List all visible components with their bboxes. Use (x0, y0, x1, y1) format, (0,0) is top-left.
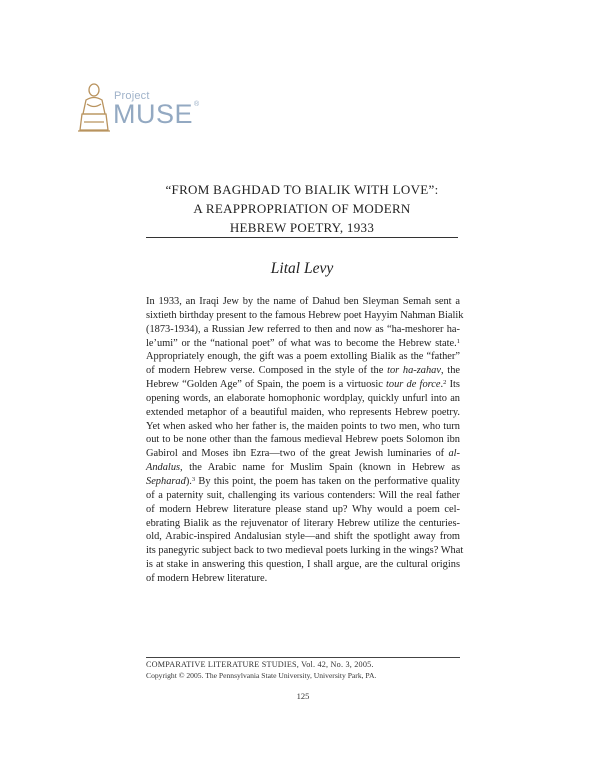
author-name: Lital Levy (270, 260, 334, 277)
body-line: out to be none other than the famous medieval Hebrew poets Solomon ibn (146, 434, 460, 446)
body-text-run: , the (441, 365, 460, 377)
page-number: 125 (296, 691, 310, 701)
italic-term: al- (448, 448, 460, 460)
logo-muse-text: MUSE (113, 99, 194, 129)
reading-figure-icon (72, 82, 112, 134)
body-line: In 1933, an Iraqi Jew by the name of Dahud ben Sleyman Semah sent a (146, 296, 460, 307)
title-rule (146, 237, 458, 238)
body-line (146, 461, 460, 475)
body-line: of modern Hebrew literature please stand up? Why would a poem cel- (146, 503, 460, 515)
body-line (146, 447, 460, 461)
footnote-marker: 2 (443, 379, 447, 387)
body-line: Yet when asked who her father is, the maiden points to two men, who turn (146, 420, 460, 432)
title-line-1: “FROM BAGHDAD TO BIALIK WITH LOVE”: (165, 182, 439, 197)
body-line (146, 475, 460, 489)
footnote-marker: 1 (456, 337, 460, 345)
body-text-run: Its (446, 379, 460, 391)
body-line: opening words, an elaborate homophonic wordplay, quickly unfurl into an (146, 392, 460, 404)
logo-project-text: Project (114, 90, 150, 102)
body-line: of modern Hebrew literature. (146, 572, 268, 584)
body-line: Appropriately enough, the gift was a poem extolling Bialik as the “father” (146, 351, 460, 363)
body-text-run: of modern Hebrew verse. Composed in the style of the (146, 365, 388, 377)
body-text-run: Hebrew “Golden Age” of Spain, the poem is a virtuosic (146, 379, 387, 391)
body-line: extended metaphor of a beautiful maiden, who represents Hebrew poetry. (146, 406, 460, 418)
body-line: (1873-1934), a Russian Jew referred to then and now as “ha-meshorer ha- (146, 323, 460, 335)
italic-term: tour de force (386, 379, 441, 391)
italic-term: Andalus, (146, 462, 183, 474)
body-line: its panegyric subject back to two medieval poets lurking in the wings? What (146, 545, 464, 557)
body-line (146, 337, 460, 351)
journal-citation: COMPARATIVE LITERATURE STUDIES, Vol. 42, No. 3, 2005. (146, 660, 374, 669)
body-text-run: the Arabic name for Muslim Spain (known in Hebrew as (182, 462, 460, 474)
logo-registered-mark: ® (194, 101, 200, 108)
project-muse-logo (72, 82, 212, 134)
title-line-2: A REAPPROPRIATION OF MODERN (193, 201, 411, 216)
italic-term: tor ha-zahav (387, 365, 441, 377)
body-line: sixtieth birthday present to the famous Hebrew poet Hayyim Nahman Bialik (146, 309, 464, 321)
body-text-run: By this point, the poem has taken on the performative quality (195, 475, 460, 487)
body-paragraph (146, 295, 464, 586)
footer-rule (146, 657, 460, 658)
body-line: is at stake in answering this question, I shall argue, are the cultural origins (146, 559, 460, 571)
body-text-run: Gabirol and Moses ibn Ezra—two of the great Jewish luminaries of (146, 448, 449, 460)
title-line-3: HEBREW POETRY, 1933 (229, 220, 375, 235)
italic-term: Sepharad (146, 475, 186, 487)
body-text-run: le’umi” or the “national poet” of what was to become the Hebrew state. (146, 337, 457, 349)
body-line: of a paternity suit, challenging its various contenders: Will the real father (146, 489, 460, 501)
article-title (146, 180, 458, 237)
copyright-notice: Copyright © 2005. The Pennsylvania State University, University Park, PA. (146, 671, 377, 680)
body-line: old, Arabic-inspired Andalusian style—and shift the spotlight away from (146, 531, 460, 543)
body-line (146, 364, 460, 378)
footnote-marker: 3 (191, 475, 196, 483)
body-text-run: ). (185, 475, 192, 487)
body-line: ebrating Bialik as the rejuvenator of literary Hebrew utilize the centuries- (146, 517, 460, 529)
body-line: Hebrew “Golden Age” of Spain, the poem is a virtuosic tour de force.$^2$ Its (146, 379, 460, 391)
